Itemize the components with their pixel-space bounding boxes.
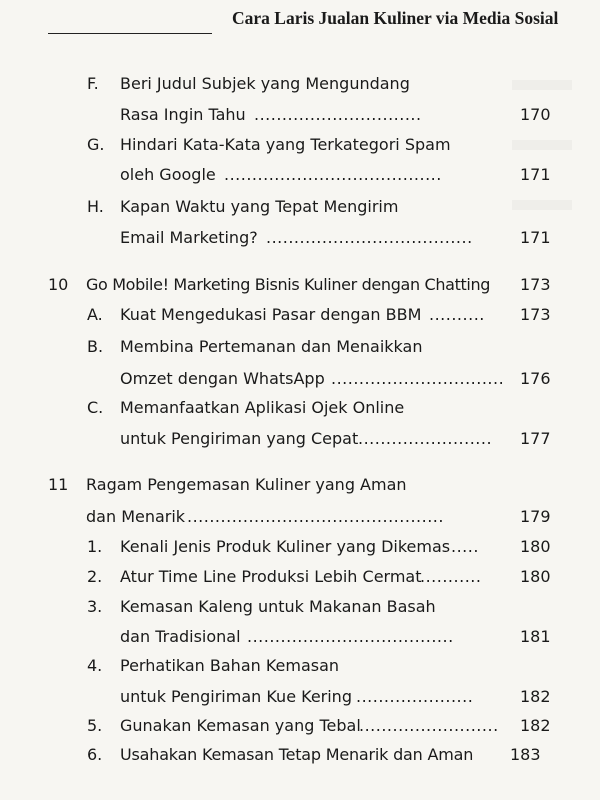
entry-title-line: Omzet dengan WhatsApp <box>120 369 325 388</box>
bleed-through-mark <box>512 200 572 210</box>
leader-dots: .......... <box>429 305 485 324</box>
entry-marker: 2. <box>87 567 103 586</box>
page-number: 181 <box>520 627 551 646</box>
entry-title-line: Email Marketing? <box>120 228 258 247</box>
entry-title-line: untuk Pengiriman Kue Kering <box>120 687 352 706</box>
page-number: 176 <box>520 369 551 388</box>
chapter-title-line: Ragam Pengemasan Kuliner yang Aman <box>86 475 407 494</box>
page-number: 170 <box>520 105 551 124</box>
page-number: 179 <box>520 507 551 526</box>
page-number: 183 <box>510 745 541 764</box>
page-number: 171 <box>520 165 551 184</box>
running-header-title: Cara Laris Jualan Kuliner via Media Sosial <box>232 8 559 28</box>
entry-title-line: Gunakan Kemasan yang Tebal <box>120 716 361 735</box>
leader-dots: ............................... <box>331 369 505 388</box>
entry-marker: 4. <box>87 656 103 675</box>
entry-title-line: dan Tradisional <box>120 627 241 646</box>
chapter-title-line: dan Menarik <box>86 507 186 526</box>
entry-title-line: Kapan Waktu yang Tepat Mengirim <box>120 197 399 216</box>
entry-title-line: Memanfaatkan Aplikasi Ojek Online <box>120 398 405 417</box>
entry-marker: 6. <box>87 745 103 764</box>
entry-title-line: Perhatikan Bahan Kemasan <box>120 656 340 675</box>
entry-marker: C. <box>87 398 104 417</box>
entry-title-line: Atur Time Line Produksi Lebih Cermat <box>120 567 422 586</box>
entry-title-line: oleh Google <box>120 165 216 184</box>
page-number: 180 <box>520 567 551 586</box>
leader-dots: ......................... <box>359 716 499 735</box>
page-number: 173 <box>520 305 551 324</box>
entry-title-line: Membina Pertemanan dan Menaikkan <box>120 337 423 356</box>
entry-title-line: Kuat Mengedukasi Pasar dengan BBM <box>120 305 422 324</box>
bleed-through-mark <box>512 80 572 90</box>
leader-dots: ..................................... <box>247 627 454 646</box>
page-number: 171 <box>520 228 551 247</box>
leader-dots: .............................................. <box>187 507 444 526</box>
leader-dots: ........................ <box>358 429 493 448</box>
leader-dots: ....................................... <box>224 165 442 184</box>
leader-dots: .............................. <box>254 105 422 124</box>
entry-marker: 1. <box>87 537 103 556</box>
entry-marker: G. <box>87 135 105 154</box>
leader-dots: ..... <box>451 537 479 556</box>
chapter-number: 11 <box>48 475 69 494</box>
entry-marker: A. <box>87 305 103 324</box>
page-number: 180 <box>520 537 551 556</box>
chapter-number: 10 <box>48 275 69 294</box>
entry-marker: F. <box>87 74 99 93</box>
leader-dots: ........... <box>420 567 482 586</box>
chapter-title-line: Go Mobile! Marketing Bisnis Kuliner dengan Chatting <box>86 275 491 294</box>
entry-title-line: Rasa Ingin Tahu <box>120 105 246 124</box>
entry-title-line: Beri Judul Subjek yang Mengundang <box>120 74 410 93</box>
header-rule <box>48 33 212 34</box>
page-number: 182 <box>520 716 551 735</box>
entry-title-line: Kenali Jenis Produk Kuliner yang Dikemas <box>120 537 451 556</box>
entry-title-line: untuk Pengiriman yang Cepat <box>120 429 359 448</box>
bleed-through-mark <box>512 140 572 150</box>
entry-marker: B. <box>87 337 104 356</box>
page-number: 182 <box>520 687 551 706</box>
page-number: 173 <box>520 275 551 294</box>
entry-marker: 5. <box>87 716 103 735</box>
entry-title-line: Usahakan Kemasan Tetap Menarik dan Aman <box>120 745 474 764</box>
entry-marker: H. <box>87 197 104 216</box>
leader-dots: ..................................... <box>266 228 473 247</box>
entry-title-line: Hindari Kata-Kata yang Terkategori Spam <box>120 135 451 154</box>
leader-dots: ..................... <box>356 687 474 706</box>
entry-marker: 3. <box>87 597 103 616</box>
entry-title-line: Kemasan Kaleng untuk Makanan Basah <box>120 597 436 616</box>
page-number: 177 <box>520 429 551 448</box>
